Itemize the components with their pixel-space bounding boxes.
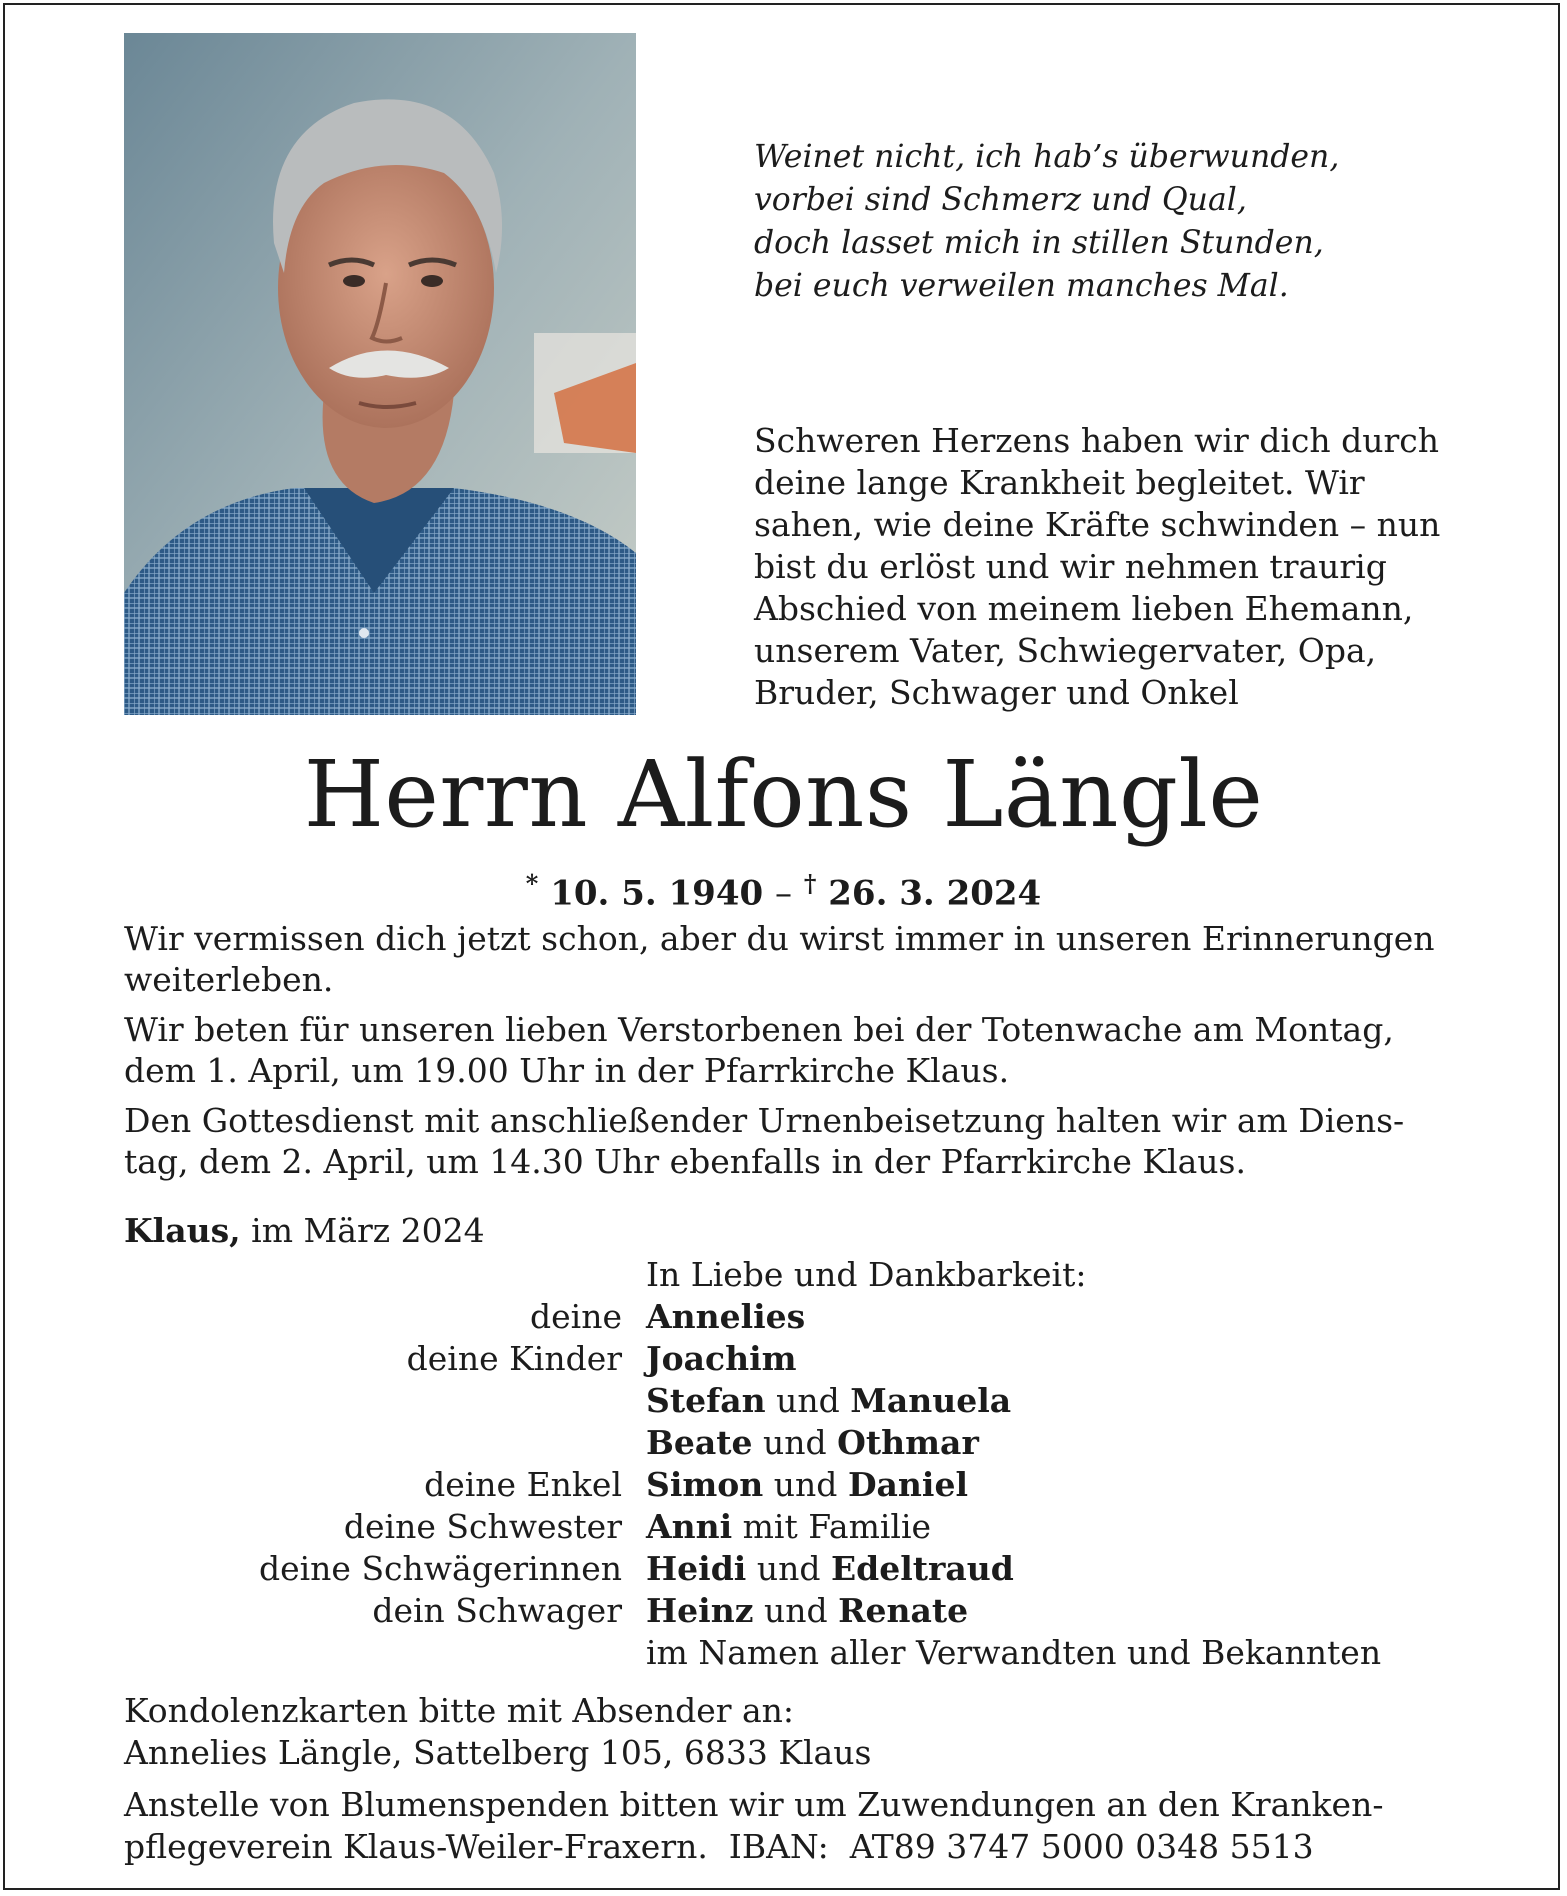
family-name: Stefan [646, 1381, 766, 1420]
family-name: Daniel [847, 1465, 968, 1504]
family-names [646, 1464, 968, 1506]
family-relation [124, 1422, 646, 1464]
paragraph-line: tag, dem 2. April, um 14.30 Uhr ebenfalls in der Pfarrkirche Klaus. [124, 1142, 1246, 1181]
family-list [124, 1254, 1442, 1674]
family-names [646, 1506, 931, 1548]
family-conjunction: und [776, 1381, 840, 1420]
death-mark: † [803, 869, 817, 898]
family-name: Simon [646, 1465, 764, 1504]
family-relation: dein Schwager [372, 1591, 622, 1630]
family-name: Beate [646, 1423, 753, 1462]
family-name: Edeltraud [830, 1549, 1014, 1588]
family-row [124, 1338, 1442, 1380]
family-names [646, 1548, 1014, 1590]
poem-line: vorbei sind Schmerz und Qual, [754, 182, 1247, 218]
paragraph [124, 1009, 1442, 1091]
family-name: Anni [646, 1507, 733, 1546]
family-name: Manuela [850, 1381, 1012, 1420]
paragraph-line: weiterleben. [124, 960, 334, 999]
family-name: Heinz [646, 1591, 754, 1630]
family-row [124, 1506, 1442, 1548]
poem-line: doch lasset mich in stillen Stunden, [754, 225, 1324, 261]
closing-notes [124, 1690, 1442, 1868]
family-row [124, 1380, 1442, 1422]
portrait-photo [124, 33, 636, 715]
intro-line: Bruder, Schwager und Onkel [754, 673, 1239, 712]
family-heading-row [124, 1254, 1442, 1296]
birth-mark: * [525, 869, 539, 898]
birth-date: 10. 5. 1940 [550, 873, 764, 914]
family-relation: deine Enkel [424, 1465, 622, 1504]
family-row [124, 1548, 1442, 1590]
paragraph [124, 918, 1442, 1000]
family-heading: In Liebe und Dankbarkeit: [646, 1255, 1087, 1294]
donation-line: pflegeverein Klaus-Weiler-Fraxern. IBAN: AT89 3747 5000 0348 5513 [124, 1827, 1314, 1866]
family-conjunction: und [756, 1549, 821, 1588]
family-relation: deine Schwägerinnen [258, 1549, 622, 1588]
family-names [646, 1338, 797, 1380]
family-conjunction: und [773, 1465, 838, 1504]
family-relation: deine [530, 1297, 622, 1336]
place-town: Klaus, [124, 1211, 241, 1250]
family-relation [124, 1380, 646, 1422]
family-conjunction: und [763, 1423, 827, 1462]
paragraph-line: Den Gottesdienst mit anschließender Urnenbeisetzung halten wir am Diens- [124, 1101, 1405, 1140]
condolence-address: Annelies Längle, Sattelberg 105, 6833 Klaus [124, 1733, 872, 1772]
family-conjunction: und [763, 1591, 828, 1630]
family-name: Othmar [837, 1423, 979, 1462]
family-row [124, 1464, 1442, 1506]
family-conjunction: mit Familie [742, 1507, 932, 1546]
portrait-illustration [124, 33, 636, 715]
family-relation: deine Kinder [406, 1339, 622, 1378]
intro-line: unserem Vater, Schwiegervater, Opa, [754, 631, 1377, 670]
poem [754, 136, 1339, 308]
date-separator: – [775, 873, 792, 914]
deceased-name: Herrn Alfons Längle [303, 741, 1264, 848]
family-names [646, 1590, 968, 1632]
family-relation: deine Schwester [343, 1507, 622, 1546]
condolence-label: Kondolenzkarten bitte mit Absender an: [124, 1691, 795, 1730]
death-date: 26. 3. 2024 [828, 873, 1042, 914]
life-dates [0, 862, 1567, 915]
family-name: Annelies [646, 1297, 806, 1336]
family-relation [124, 1632, 646, 1674]
family-row [124, 1422, 1442, 1464]
intro-line: bist du erlöst und wir nehmen traurig [754, 547, 1387, 586]
place-date [124, 1210, 485, 1252]
intro-line: Schweren Herzens haben wir dich durch [754, 421, 1440, 460]
intro-line: deine lange Krankheit begleitet. Wir [754, 463, 1365, 502]
poem-line: bei euch verweilen manches Mal. [754, 268, 1289, 304]
family-name: Joachim [646, 1339, 797, 1378]
paragraph-line: dem 1. April, um 19.00 Uhr in der Pfarrkirche Klaus. [124, 1051, 1010, 1090]
donation-line: Anstelle von Blumenspenden bitten wir um Zuwendungen an den Kranken- [124, 1785, 1384, 1824]
family-names [646, 1422, 979, 1464]
family-names [646, 1296, 805, 1338]
announcement-body [124, 918, 1442, 1191]
paragraph-line: Wir vermissen dich jetzt schon, aber du wirst immer in unseren Erinnerungen [124, 919, 1435, 958]
family-row [124, 1590, 1442, 1632]
poem-line: Weinet nicht, ich hab’s überwunden, [754, 139, 1340, 175]
family-name: Renate [838, 1591, 969, 1630]
intro-text [754, 420, 1442, 714]
family-footer-row [124, 1632, 1442, 1674]
intro-line: Abschied von meinem lieben Ehemann, [754, 589, 1414, 628]
paragraph [124, 1100, 1442, 1182]
family-footer: im Namen aller Verwandten und Bekannten [646, 1633, 1382, 1672]
family-name: Heidi [646, 1549, 747, 1588]
place-month: im März 2024 [251, 1211, 485, 1250]
paragraph-line: Wir beten für unseren lieben Verstorbenen bei der Totenwache am Montag, [124, 1010, 1394, 1049]
family-relation [124, 1254, 646, 1296]
family-names [646, 1380, 1011, 1422]
family-row [124, 1296, 1442, 1338]
intro-line: sahen, wie deine Kräfte schwinden – nun [754, 505, 1441, 544]
